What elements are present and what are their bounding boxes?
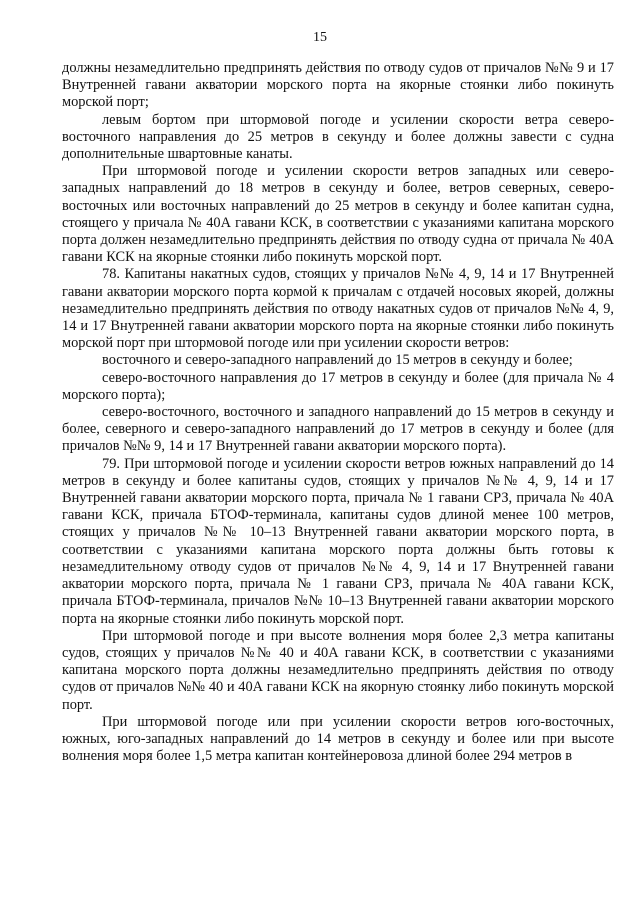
paragraph-78-northeast: северо-восточного направления до 17 метров в секунду и более (для причала № 4 морского порта); [62,369,614,403]
paragraph-port-side: левым бортом при штормовой погоде и усилении скорости ветра северо-восточного направления до 25 метров в секунду и более должны завести с судна дополнительные швартовные канаты. [62,111,614,163]
paragraph-79: 79. При штормовой погоде и усилении скорости ветров южных направлений до 14 метров в секунду и более капитаны судов, стоящих у причалов №№ 4, 9, 14 и 17 Внутренней гавани акватории морского порта, причала № 1 гавани СРЗ, причала № 40А гавани КСК, причала БТОФ-терминала, капитаны судов длиной менее 100 метров, стоящих у причалов №№ 10–13 Внутренней гавани акватории морского порта, в соответствии с указаниями капитана морского порта должны быть готовы к незамедлительному отводу судов от причалов №№ 4, 9, 14 и 17 Внутренней гавани акватории морского порта, причала № 1 гавани СРЗ, причала № 40А гавани КСК, причала БТОФ-терминала, причалов №№ 10–13 Внутренней гавани акватории морского порта на якорные стоянки либо покинуть морской порт. [62,455,614,627]
paragraph-container-ship: При штормовой погоде или при усилении скорости ветров юго-восточных, южных, юго-западных направлений до 14 метров в секунду и более или при высоте волнения моря более 1,5 метра капитан контейнеровоза длиной более 294 метров в [62,713,614,765]
paragraph-continuation: должны незамедлительно предпринять действия по отводу судов от причалов №№ 9 и 17 Внутренней гавани акватории морского порта на якорные стоянки либо покинуть морской порт; [62,60,614,111]
paragraph-78-berths-9-14-17: северо-восточного, восточного и западного направлений до 15 метров в секунду и более, северного и северо-западного направлений до 17 метров в секунду и более (для причалов №№ 9, 14 и 17 Внутренней гавани акватории морского порта). [62,404,614,455]
paragraph-78: 78. Капитаны накатных судов, стоящих у причалов №№ 4, 9, 14 и 17 Внутренней гавани акватории морского порта кормой к причалам с отдачей носовых якорей, должны незамедлительно предпринять действия по отводу накатных судов от причалов №№ 4, 9, 14 и 17 Внутренней гавани акватории морского порта на якорные стоянки либо покинуть морской порт при штормовой погоде или при усилении скорости ветров: [62,266,614,352]
paragraph-berth-40a: При штормовой погоде и усилении скорости ветров западных или северо-западных направлений до 18 метров в секунду и более, ветров северных, северо-восточных или восточных направлений до 25 метров в секунду и более капитан судна, стоящего у причала № 40А гавани КСК, в соответствии с указаниями капитана морского порта должен незамедлительно предпринять действия по отводу судна от причала № 40А гавани КСК на якорные стоянки либо покинуть морской порт. [62,163,614,266]
paragraph-wave-height: При штормовой погоде и при высоте волнения моря более 2,3 метра капитаны судов, стоящих у причалов №№ 40 и 40А гавани КСК, в соответствии с указаниями капитана морского порта должны незамедлительно предпринять действия по отводу судов от причалов №№ 40 и 40А гавани КСК на якорную стоянку либо покинуть морской порт. [62,627,614,713]
page-number: 15 [313,30,327,45]
document-body [62,60,614,765]
paragraph-78-east-northwest: восточного и северо-западного направлений до 15 метров в секунду и более; [102,352,573,369]
